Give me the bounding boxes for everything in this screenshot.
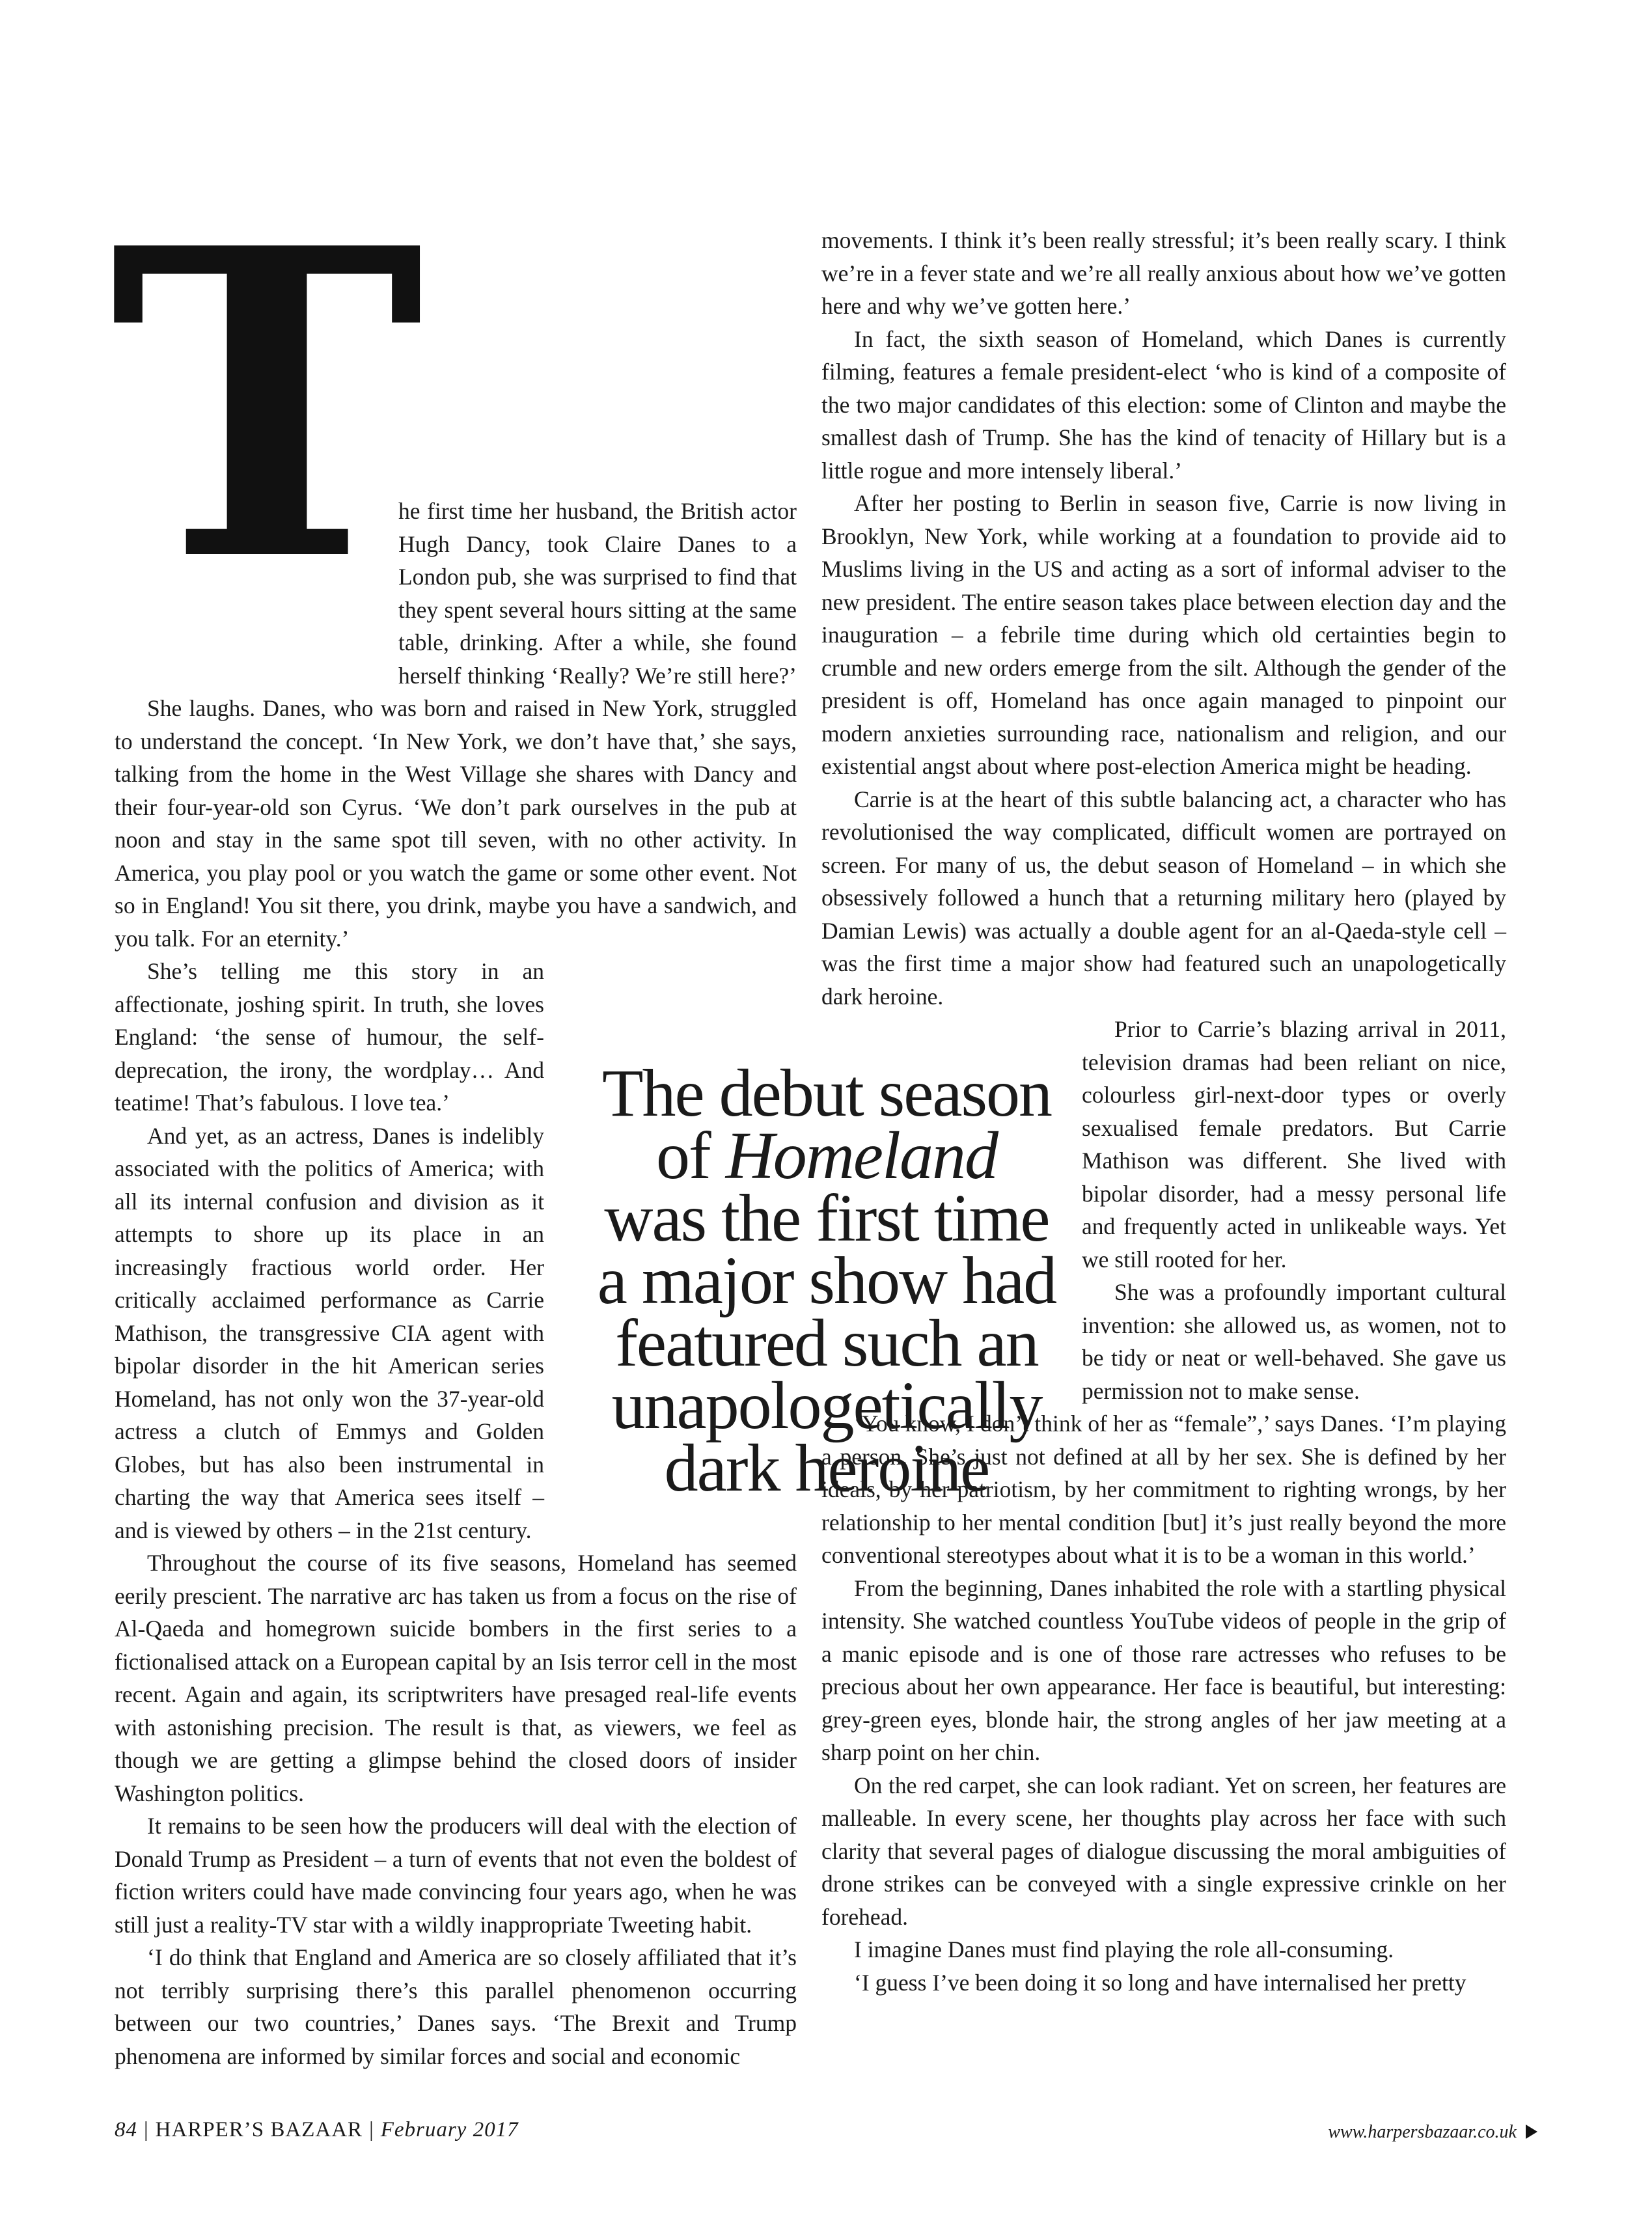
- paragraph: On the red carpet, she can look radiant. Yet on screen, her features are malleable. In every scene, her thoughts play across her face with such clarity that several pages of dialogue discussing the moral ambiguities of drone strikes can be conveyed with a single expressive crinkle on her forehead.: [821, 1772, 1506, 1930]
- paragraph: he first time her husband, the British actor Hugh Dancy, took Claire Danes to a London pub, she was surprised to find that they spent several hours sitting at the same table, drinking. After a while, she found herself thinking ‘Really? We’re still here?’: [398, 498, 797, 689]
- paragraph: In fact, the sixth season of Homeland, which Danes is currently filming, features a female president-elect ‘who is kind of a composite of the two major candidates of this election: some of Clinton and maybe the smallest dash of Trump. She has the kind of tenacity of Hillary but is a little rogue and more intensely liberal.’: [821, 325, 1506, 484]
- right-column: [821, 224, 1506, 1999]
- paragraph: Carrie is at the heart of this subtle balancing act, a character who has revolutionised the way complicated, difficult women are portrayed on screen. For many of us, the debut season of Homeland – in which she obsessively followed a hunch that a returning military hero (played by Damian Lewis) was actually a double agent for an al-Qaeda-style cell – was the first time a major show had featured such an unapologetically dark heroine.: [821, 786, 1506, 1010]
- page-footer: [115, 2118, 519, 2142]
- paragraph: ‘I do think that England and America are so closely affiliated that it’s not terribly surprising there’s this parallel phenomenon occurring between our two countries,’ Danes says. ‘The Brexit and Trump phenomena are informed by similar forces and social and economic: [115, 1944, 797, 2069]
- pull-quote-line: unapologetically: [611, 1368, 1042, 1443]
- paragraph: Throughout the course of its five seasons, Homeland has seemed eerily prescient. The narrative arc has taken us from a focus on the rise of Al-Qaeda and homegrown suicide bombers in the first series to a fictionalised attack on a European capital by an Isis terror cell in the most recent. Again and again, its scriptwriters have presaged real-life events with astonishing precision. The result is that, as viewers, we feel as though we are getting a glimpse behind the closed doors of insider Washington politics.: [115, 1550, 797, 1806]
- paragraph: From the beginning, Danes inhabited the role with a startling physical intensity. She watched countless YouTube videos of people in the grip of a manic episode and is one of those rare actresses who refuses to be precious about her own appearance. Her face is beautiful, but interesting: grey-green eyes, blonde hair, the strong angles of her jaw meeting at a sharp point on her chin.: [821, 1575, 1506, 1765]
- arrow-right-icon: [1526, 2125, 1537, 2139]
- paragraph: She laughs. Danes, who was born and raised in New York, struggled to understand the concept. ‘In New York, we don’t have that,’ she says, talking from the home in the West Village she shares with Dancy and their four-year-old son Cyrus. ‘We don’t park ourselves in the pub at noon and stay in the same spot till seven, with no other activity. In America, you play pool or you watch the game or some other event. Not so in England! You sit there, you drink, maybe you have a sandwich, and you talk. For an eternity.’: [115, 695, 797, 952]
- pull-quote-line: of Homeland: [656, 1118, 997, 1193]
- pull-quote-line: was the first time: [604, 1181, 1049, 1256]
- paragraph: And yet, as an actress, Danes is indelibly associated with the politics of America; with all its internal confusion and division as it attempts to shore up its place in an increasingly fractious world order. Her critically acclaimed performance as Carrie Mathison, the transgressive CIA agent with bipolar disorder in the hit American series Homeland, has not only won the 37-year-old actress a clutch of Emmys and Golden Globes, but has also been instrumental in charting the way that America sees itself – and is viewed by others – in the 21st century.: [115, 1122, 544, 1543]
- footer-separator: |: [369, 2118, 374, 2141]
- drop-cap: T: [109, 158, 424, 654]
- page-number: 84: [115, 2118, 137, 2141]
- issue-date: February 2017: [380, 2118, 519, 2141]
- show-title: Homeland: [725, 1118, 997, 1193]
- paragraph: She’s telling me this story in an affectionate, joshing spirit. In truth, she loves England: ‘the sense of humour, the self-deprecation, the irony, the wordplay… And teatime! That’s fabulous. I love tea.’: [115, 958, 544, 1116]
- footer-separator: |: [144, 2118, 149, 2141]
- pull-quote-line: featured such an: [615, 1306, 1038, 1381]
- paragraph: She was a profoundly important cultural invention: she allowed us, as women, not to be tidy or neat or well-behaved. She gave us permission not to make sense.: [1082, 1279, 1506, 1404]
- paragraph: movements. I think it’s been really stressful; it’s been really scary. I think we’re in a fever state and we’re all really anxious about how we’ve gotten here and why we’ve gotten here.’: [821, 227, 1506, 319]
- paragraph: It remains to be seen how the producers will deal with the election of Donald Trump as President – a turn of events that not even the boldest of fiction writers could have made convincing four years ago, when he was still just a reality-TV star with a wildly inappropriate Tweeting habit.: [115, 1813, 797, 1938]
- pull-quote-line: The debut season: [601, 1056, 1051, 1131]
- paragraph: After her posting to Berlin in season five, Carrie is now living in Brooklyn, New York, while working at a foundation to provide aid to Muslims living in the US and acting as a sort of informal adviser to the new president. The entire season takes place between election day and the inauguration – a febrile time during which old certainties begin to crumble and new orders emerge from the silt. Although the gender of the president is off, Homeland has once again managed to pinpoint our modern anxieties surrounding race, nationalism and religion, and our existential angst about where post-election America might be heading.: [821, 490, 1506, 779]
- paragraph: I imagine Danes must find playing the role all-consuming.: [854, 1936, 1394, 1962]
- paragraph: ‘I guess I’ve been doing it so long and have internalised her pretty: [854, 1969, 1466, 1996]
- website-url: www.harpersbazaar.co.uk: [1328, 2122, 1517, 2142]
- pull-quote-line: a major show had: [597, 1243, 1056, 1318]
- paragraph: Prior to Carrie’s blazing arrival in 2011, television dramas had been reliant on nice, colourless girl-next-door types or overly sexualised female predators. But Carrie Mathison was different. She lived with bipolar disorder, had a messy personal life and frequently acted in unlikeable ways. Yet we still rooted for her.: [1082, 1016, 1506, 1273]
- magazine-name: HARPER’S BAZAAR: [155, 2118, 363, 2141]
- website-footer: [1328, 2122, 1537, 2143]
- pull-quote-line: dark heroine: [664, 1431, 989, 1506]
- paragraph: ‘You know, I don’t think of her as “female”,’ says Danes. ‘I’m playing a person. She’s just not defined at all by her sex. She is defined by her ideals, by her patriotism, by her commitment to righting wrongs, by her relationship to her mental condition [but] it’s just really beyond the more conventional stereotypes about what it is to be a woman in this world.’: [821, 1411, 1506, 1568]
